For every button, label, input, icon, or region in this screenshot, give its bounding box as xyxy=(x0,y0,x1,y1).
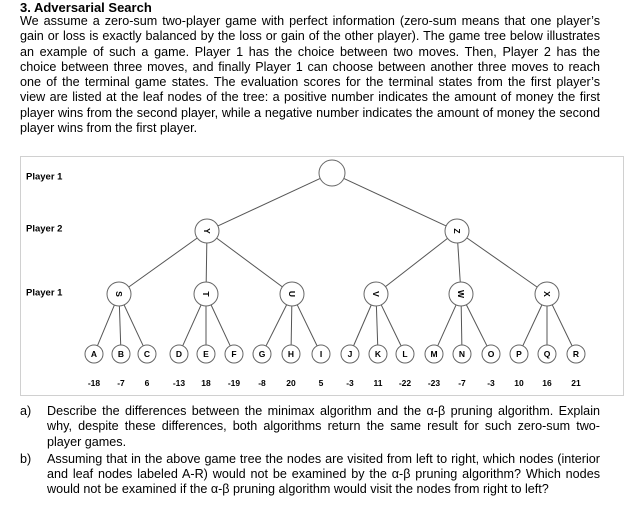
edge-u-h xyxy=(291,306,292,345)
node-label-v: V xyxy=(371,291,381,297)
leaf-label-o: O xyxy=(487,349,495,359)
edge-y-s xyxy=(129,238,197,287)
edge-v-k xyxy=(376,306,377,345)
leaf-value-o: -3 xyxy=(487,378,495,388)
leaf-label-e: E xyxy=(203,349,209,359)
leaf-value-p: 10 xyxy=(514,378,524,388)
edge-z-w xyxy=(458,243,460,282)
node-label-w: W xyxy=(456,289,466,299)
edge-s-a xyxy=(97,305,114,346)
edge-z-v xyxy=(385,238,447,286)
section-heading: 3. Adversarial Search xyxy=(20,0,152,15)
leaf-value-a: -18 xyxy=(87,378,101,388)
leaf-label-k: K xyxy=(374,349,382,359)
leaf-value-j: -3 xyxy=(346,378,354,388)
leaf-label-n: N xyxy=(458,349,466,359)
edge-u-g xyxy=(266,305,287,346)
leaf-value-q: 16 xyxy=(542,378,552,388)
row-label-2: Player 2 xyxy=(26,223,63,235)
leaf-label-c: C xyxy=(143,349,151,359)
leaf-value-d: -13 xyxy=(172,378,186,388)
leaf-value-g: -8 xyxy=(258,378,266,388)
edge-v-l xyxy=(381,305,401,346)
node-label-u: U xyxy=(287,290,297,298)
leaf-label-g: G xyxy=(258,349,266,359)
leaf-label-b: B xyxy=(117,349,125,359)
root-node xyxy=(319,160,345,186)
question-list xyxy=(20,404,600,500)
node-label-y: Y xyxy=(202,228,212,234)
game-tree-figure xyxy=(20,156,624,396)
leaf-value-e: 18 xyxy=(201,378,211,388)
edge-y-t xyxy=(206,243,207,282)
leaf-label-i: I xyxy=(319,349,323,359)
leaf-value-n: -7 xyxy=(458,378,466,388)
leaf-value-k: 11 xyxy=(373,378,383,388)
leaf-label-h: H xyxy=(287,349,295,359)
edge-t-f xyxy=(211,305,230,346)
leaf-value-c: 6 xyxy=(144,378,150,388)
leaf-value-i: 5 xyxy=(318,378,324,388)
leaf-value-h: 20 xyxy=(286,378,296,388)
leaf-label-j: J xyxy=(347,349,353,359)
intro-paragraph: We assume a zero-sum two-player game with perfect information (zero-sum means that one player’s gain or loss is exactly balanced by the loss or gain of the other player). The game tree below illustrates an example of such a game. Player 1 has the choice between two moves. Then, Player 2 has the choice between three moves, and finally Player 1 can choose between another three moves to reach one of the terminal game states. The evaluation scores for the terminal states from the first player’s view are listed at the leaf nodes of the tree: a positive number indicates the amount of money the first player wins from the second player, while a negative number indicates the amount of money the second player wins from the first player. xyxy=(20,14,600,136)
leaf-label-m: M xyxy=(430,349,438,359)
edge-w-o xyxy=(466,305,487,346)
question-a xyxy=(20,404,600,450)
node-label-t: T xyxy=(201,291,211,297)
leaf-value-b: -7 xyxy=(117,378,125,388)
edge-z-x xyxy=(467,238,537,287)
edge-w-n xyxy=(461,306,462,345)
edge-t-d xyxy=(183,305,201,346)
leaf-label-p: P xyxy=(516,349,522,359)
question-a-marker: a) xyxy=(20,404,32,418)
edge-v-j xyxy=(354,305,372,346)
leaf-label-r: R xyxy=(572,349,580,359)
node-label-z: Z xyxy=(452,228,462,234)
edge-x-r xyxy=(552,305,572,346)
leaf-value-m: -23 xyxy=(427,378,441,388)
leaf-value-l: -22 xyxy=(398,378,412,388)
question-a-text: Describe the differences between the minimax algorithm and the α-β pruning algorithm. Explain why, despite these differences, both algorithms return the same result for such zero-sum two-player games. xyxy=(47,404,600,449)
edge-s-b xyxy=(119,306,120,345)
leaf-label-a: A xyxy=(90,349,98,359)
edge-w-m xyxy=(438,305,456,346)
leaf-label-l: L xyxy=(402,349,408,359)
leaf-label-d: D xyxy=(175,349,183,359)
leaf-value-f: -19 xyxy=(227,378,241,388)
edge-x-p xyxy=(523,305,542,346)
node-label-x: X xyxy=(542,291,552,297)
question-b-marker: b) xyxy=(20,451,32,466)
leaf-label-f: F xyxy=(231,349,237,359)
edge-root-z xyxy=(344,178,446,225)
edge-u-i xyxy=(297,305,317,346)
edge-y-u xyxy=(217,238,283,287)
question-b-text: Assuming that in the above game tree the nodes are visited from left to right, which nodes (interior and leaf nodes labeled A-R) would not be examined by the α-β pruning algorithm? Which nodes would not be examined if the α-β pruning algorithm would visit the nodes from right to left? xyxy=(47,451,600,497)
edge-s-c xyxy=(124,305,143,346)
row-label-3: Player 1 xyxy=(26,287,63,299)
node-label-s: S xyxy=(114,291,124,297)
question-b xyxy=(20,452,600,498)
row-label-1: Player 1 xyxy=(26,171,63,183)
leaf-label-q: Q xyxy=(543,349,551,359)
edge-root-y xyxy=(218,178,320,225)
game-tree-diagram xyxy=(20,156,624,396)
leaf-value-r: 21 xyxy=(571,378,581,388)
